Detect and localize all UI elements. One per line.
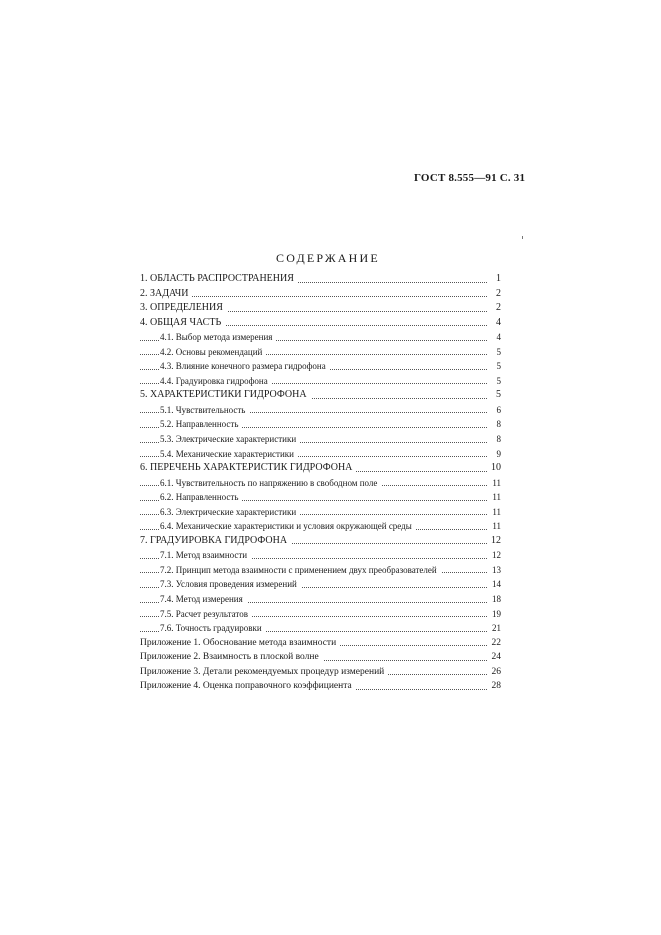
toc-entry-title: 7.1. Метод взаимности: [160, 550, 251, 560]
toc-entry-title: 7. ГРАДУИРОВКА ГИДРОФОНА: [140, 535, 291, 546]
toc-entry[interactable]: [140, 505, 505, 520]
toc-page-number: 1: [493, 272, 501, 286]
toc-page-number: 18: [489, 592, 501, 606]
toc-entry[interactable]: [140, 461, 505, 476]
toc-entry[interactable]: [140, 316, 505, 331]
toc-page-number: 11: [489, 476, 501, 490]
table-of-contents: [140, 272, 505, 694]
toc-page-number: 19: [489, 607, 501, 621]
toc-entry[interactable]: [140, 301, 505, 316]
toc-entry[interactable]: [140, 403, 505, 418]
toc-appendix-entry[interactable]: [140, 636, 505, 651]
toc-page-number: 21: [489, 621, 501, 635]
toc-entry[interactable]: [140, 577, 505, 592]
toc-entry-title: 5. ХАРАКТЕРИСТИКИ ГИДРОФОНА: [140, 389, 311, 400]
toc-entry-title: 4.1. Выбор метода измерения: [160, 332, 276, 342]
toc-entry-title: 7.5. Расчет результатов: [160, 609, 252, 619]
toc-page-number: 5: [493, 388, 501, 402]
toc-page-number: 2: [493, 287, 501, 301]
toc-page-number: 11: [489, 490, 501, 504]
toc-entry-title: 6.1. Чувствительность по напряжению в свободном поле: [160, 478, 381, 488]
toc-page-number: 5: [494, 345, 502, 359]
toc-entry-title: 6.4. Механические характеристики и условия окружающей среды: [160, 521, 416, 531]
toc-page-number: 11: [489, 505, 501, 519]
dot-leader: [140, 296, 487, 297]
toc-entry-title: 6.2. Направленность: [160, 492, 242, 502]
toc-entry[interactable]: [140, 519, 505, 534]
toc-entry[interactable]: [140, 432, 505, 447]
toc-entry-title: 4.2. Основы рекомендаций: [160, 347, 266, 357]
toc-entry-title: 3. ОПРЕДЕЛЕНИЯ: [140, 302, 227, 313]
toc-appendix-entry[interactable]: [140, 665, 505, 680]
toc-page-number: 5: [494, 359, 502, 373]
toc-entry-title: 2. ЗАДАЧИ: [140, 288, 192, 299]
toc-entry[interactable]: [140, 345, 505, 360]
toc-entry[interactable]: [140, 548, 505, 563]
toc-page-number: 26: [489, 665, 502, 679]
toc-entry-title: Приложение 1. Обоснование метода взаимности: [140, 638, 340, 648]
toc-page-number: 28: [489, 679, 502, 693]
toc-entry-title: 4. ОБЩАЯ ЧАСТЬ: [140, 317, 225, 328]
toc-page-number: 24: [489, 650, 502, 664]
toc-appendix-entry[interactable]: [140, 650, 505, 665]
toc-entry-title: Приложение 2. Взаимность в плоской волне: [140, 652, 323, 662]
toc-page-number: 14: [489, 577, 501, 591]
toc-page-number: 10: [488, 461, 501, 475]
toc-entry-title: Приложение 4. Оценка поправочного коэффициента: [140, 681, 356, 691]
toc-page-number: 11: [489, 519, 501, 533]
toc-entry-title: 7.4. Метод измерения: [160, 594, 247, 604]
toc-entry[interactable]: [140, 417, 505, 432]
toc-entry-title: 5.1. Чувствительность: [160, 405, 249, 415]
toc-entry[interactable]: [140, 374, 505, 389]
toc-page-number: 13: [489, 563, 501, 577]
toc-entry[interactable]: [140, 476, 505, 491]
toc-entry-title: 4.4. Градуировка гидрофона: [160, 376, 272, 386]
toc-page-number: 8: [494, 417, 502, 431]
toc-entry[interactable]: [140, 490, 505, 505]
toc-page-number: 8: [494, 432, 502, 446]
toc-entry-title: 6.3. Электрические характеристики: [160, 507, 300, 517]
toc-entry-title: 7.3. Условия проведения измерений: [160, 579, 301, 589]
toc-entry[interactable]: [140, 592, 505, 607]
page-title: СОДЕРЖАНИЕ: [276, 251, 380, 265]
scan-speck: [522, 236, 523, 239]
toc-page-number: 9: [494, 447, 502, 461]
toc-appendix-entry[interactable]: [140, 679, 505, 694]
toc-entry[interactable]: [140, 447, 505, 462]
document-reference: ГОСТ 8.555—91 С. 31: [414, 172, 526, 184]
toc-entry-title: 6. ПЕРЕЧЕНЬ ХАРАКТЕРИСТИК ГИДРОФОНА: [140, 462, 356, 473]
toc-entry-title: 7.6. Точность градуировки: [160, 623, 266, 633]
toc-page-number: 22: [489, 636, 502, 650]
toc-entry[interactable]: [140, 621, 505, 636]
toc-page-number: 12: [489, 548, 501, 562]
toc-entry[interactable]: [140, 534, 505, 549]
toc-entry[interactable]: [140, 388, 505, 403]
toc-entry-title: 1. ОБЛАСТЬ РАСПРОСТРАНЕНИЯ: [140, 273, 298, 284]
toc-page-number: 5: [494, 374, 502, 388]
toc-entry-title: 5.3. Электрические характеристики: [160, 434, 300, 444]
toc-page-number: 12: [488, 534, 501, 548]
toc-entry-title: 5.4. Механические характеристики: [160, 449, 298, 459]
toc-page-number: 4: [494, 330, 502, 344]
toc-entry[interactable]: [140, 563, 505, 578]
toc-entry[interactable]: [140, 287, 505, 302]
toc-entry-title: Приложение 3. Детали рекомендуемых процедур измерений: [140, 667, 388, 677]
toc-page-number: 2: [493, 301, 501, 315]
toc-entry-title: 4.3. Влияние конечного размера гидрофона: [160, 361, 330, 371]
toc-entry[interactable]: [140, 272, 505, 287]
toc-page-number: 4: [493, 316, 501, 330]
toc-entry[interactable]: [140, 607, 505, 622]
toc-entry[interactable]: [140, 359, 505, 374]
toc-entry[interactable]: [140, 330, 505, 345]
toc-page-number: 6: [494, 403, 502, 417]
toc-entry-title: 7.2. Принцип метода взаимности с применением двух преобразователей: [160, 565, 441, 575]
toc-entry-title: 5.2. Направленность: [160, 419, 242, 429]
